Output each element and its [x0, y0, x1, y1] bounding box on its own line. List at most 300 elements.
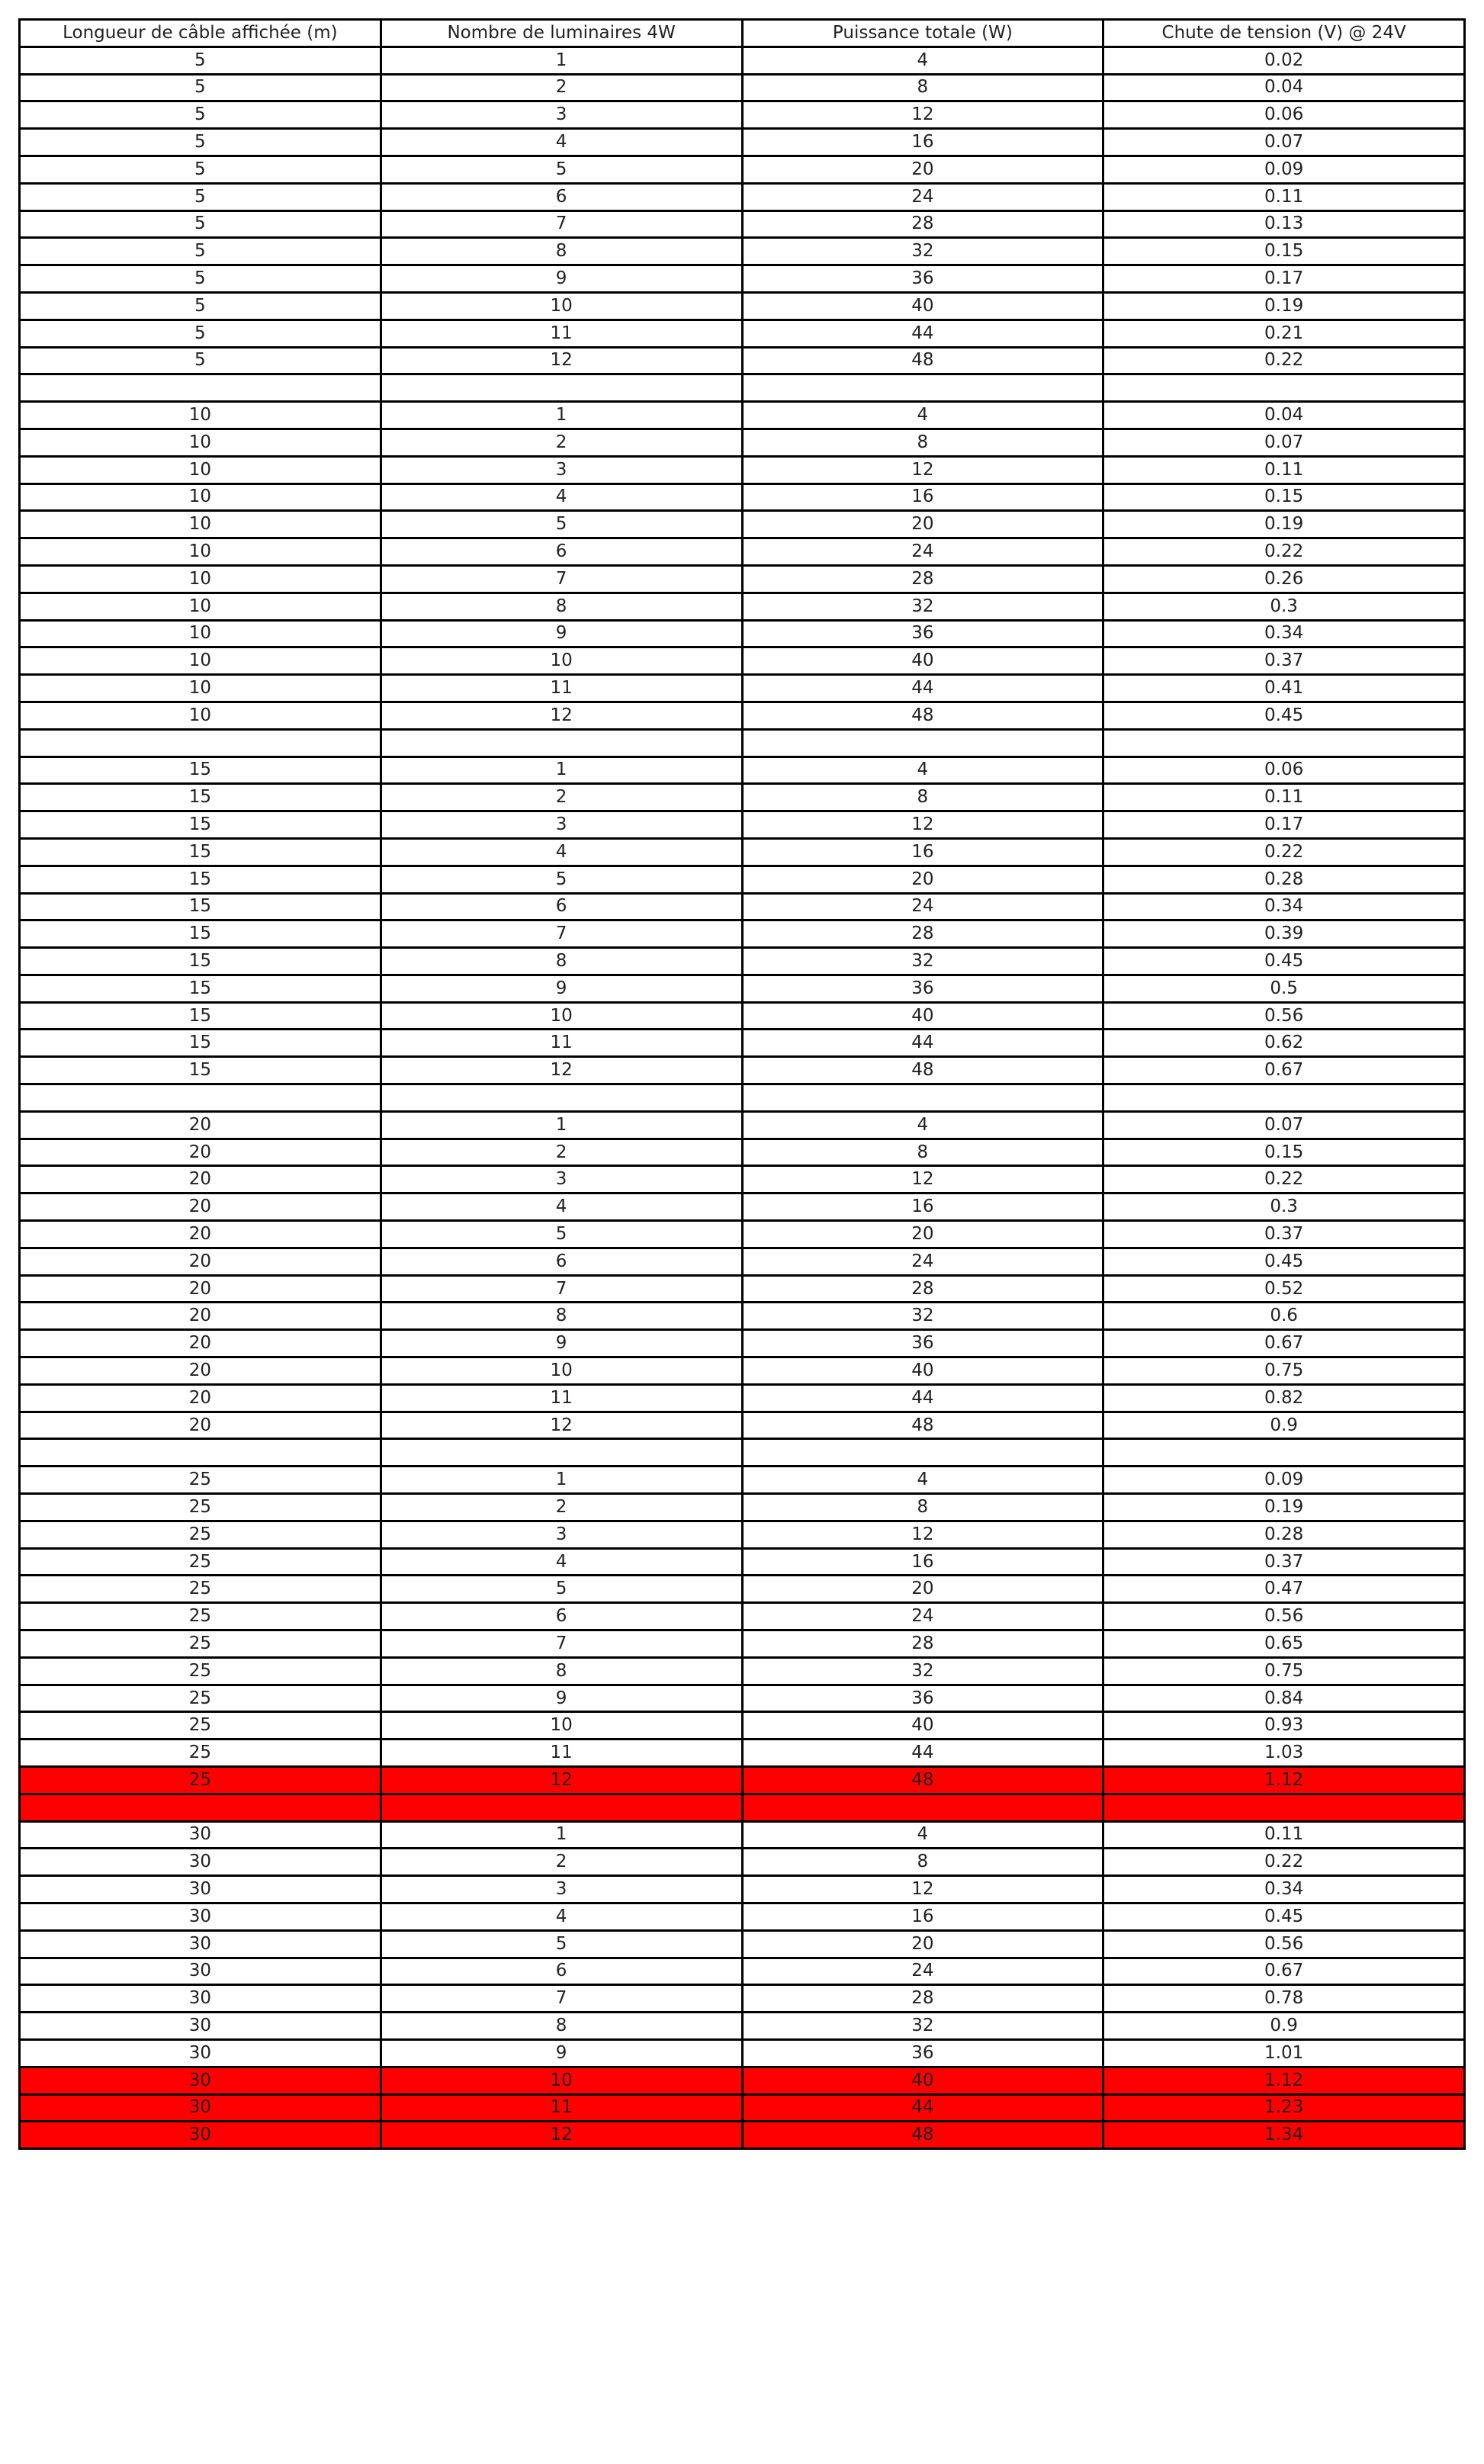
cell-total-power: 40 — [742, 1002, 1103, 1030]
cell-cable-length: 30 — [20, 2094, 381, 2122]
cell-luminaire-count: 12 — [381, 1767, 742, 1794]
cell-luminaire-count: 6 — [381, 1958, 742, 1985]
cell-voltage-drop: 0.19 — [1103, 511, 1465, 538]
cell-cable-length: 25 — [20, 1657, 381, 1685]
cell-luminaire-count: 3 — [381, 1876, 742, 1903]
cell-luminaire-count: 5 — [381, 1221, 742, 1248]
cell-cable-length: 30 — [20, 2067, 381, 2094]
table-spacer-row — [20, 1084, 1465, 1112]
table-row — [20, 1903, 1465, 1930]
cell-voltage-drop: 0.07 — [1103, 429, 1465, 456]
cell-luminaire-count: 7 — [381, 1275, 742, 1303]
cell-cable-length: 25 — [20, 1767, 381, 1794]
cell-luminaire-count: 12 — [381, 2122, 742, 2149]
cell-cable-length: 30 — [20, 1958, 381, 1985]
cell-voltage-drop: 0.11 — [1103, 784, 1465, 811]
cell-total-power: 20 — [742, 511, 1103, 538]
cell-total-power: 24 — [742, 538, 1103, 566]
cell-cable-length: 10 — [20, 620, 381, 647]
cell-total-power: 12 — [742, 456, 1103, 483]
header-total-power: Puissance totale (W) — [742, 20, 1103, 47]
table-spacer-row — [20, 1794, 1465, 1821]
cell-voltage-drop: 0.3 — [1103, 1193, 1465, 1221]
cell-cable-length: 5 — [20, 129, 381, 156]
cell-luminaire-count — [381, 729, 742, 757]
cell-cable-length: 5 — [20, 101, 381, 129]
cell-voltage-drop: 0.56 — [1103, 1603, 1465, 1630]
table-row — [20, 2122, 1465, 2149]
table-row — [20, 1958, 1465, 1985]
cell-cable-length: 20 — [20, 1139, 381, 1166]
cell-total-power: 8 — [742, 1849, 1103, 1876]
cell-cable-length: 20 — [20, 1248, 381, 1275]
cell-total-power: 16 — [742, 483, 1103, 511]
cell-cable-length: 25 — [20, 1630, 381, 1658]
cell-cable-length: 15 — [20, 1002, 381, 1030]
table-row — [20, 2039, 1465, 2067]
cell-total-power: 40 — [742, 647, 1103, 675]
cell-luminaire-count: 10 — [381, 2067, 742, 2094]
cell-voltage-drop: 0.19 — [1103, 1494, 1465, 1521]
cell-luminaire-count: 1 — [381, 1821, 742, 1849]
cell-cable-length: 5 — [20, 210, 381, 238]
table-row — [20, 1248, 1465, 1275]
cell-voltage-drop: 0.5 — [1103, 975, 1465, 1002]
cell-cable-length: 10 — [20, 402, 381, 429]
cell-voltage-drop: 0.62 — [1103, 1030, 1465, 1057]
cell-total-power: 44 — [742, 1740, 1103, 1767]
cell-total-power: 4 — [742, 47, 1103, 74]
table-row — [20, 1275, 1465, 1303]
table-row — [20, 1330, 1465, 1357]
cell-total-power: 32 — [742, 593, 1103, 620]
table-row — [20, 675, 1465, 702]
cell-total-power — [742, 1084, 1103, 1112]
cell-voltage-drop: 0.22 — [1103, 347, 1465, 374]
cell-voltage-drop — [1103, 1439, 1465, 1467]
cell-total-power: 24 — [742, 1958, 1103, 1985]
cell-voltage-drop: 0.11 — [1103, 1821, 1465, 1849]
cell-voltage-drop: 0.75 — [1103, 1657, 1465, 1685]
cell-cable-length: 30 — [20, 2013, 381, 2040]
cell-luminaire-count: 4 — [381, 129, 742, 156]
cell-luminaire-count: 3 — [381, 1166, 742, 1193]
cell-total-power: 12 — [742, 1521, 1103, 1548]
cell-voltage-drop: 0.15 — [1103, 483, 1465, 511]
cell-cable-length: 25 — [20, 1712, 381, 1740]
table-row — [20, 1849, 1465, 1876]
cell-total-power: 20 — [742, 1930, 1103, 1958]
table-header-row — [20, 20, 1465, 47]
cell-luminaire-count: 6 — [381, 893, 742, 920]
table-row — [20, 838, 1465, 866]
cell-cable-length: 25 — [20, 1740, 381, 1767]
cell-voltage-drop: 0.45 — [1103, 1903, 1465, 1930]
table-row — [20, 129, 1465, 156]
cell-total-power: 28 — [742, 920, 1103, 948]
cell-total-power: 4 — [742, 1111, 1103, 1139]
cell-voltage-drop: 0.6 — [1103, 1303, 1465, 1330]
cell-cable-length — [20, 374, 381, 402]
cell-voltage-drop: 0.56 — [1103, 1930, 1465, 1958]
cell-total-power: 44 — [742, 1384, 1103, 1412]
cell-voltage-drop: 0.17 — [1103, 265, 1465, 293]
cell-cable-length: 15 — [20, 948, 381, 975]
table-spacer-row — [20, 374, 1465, 402]
cell-cable-length: 15 — [20, 811, 381, 839]
cell-luminaire-count: 3 — [381, 101, 742, 129]
cell-voltage-drop: 0.75 — [1103, 1357, 1465, 1385]
cell-total-power: 20 — [742, 866, 1103, 893]
cell-luminaire-count: 9 — [381, 2039, 742, 2067]
cell-voltage-drop: 0.22 — [1103, 1166, 1465, 1193]
cell-cable-length: 15 — [20, 893, 381, 920]
cell-total-power: 44 — [742, 2094, 1103, 2122]
cell-total-power: 36 — [742, 1685, 1103, 1712]
cell-cable-length — [20, 1084, 381, 1112]
cell-luminaire-count: 12 — [381, 347, 742, 374]
cell-cable-length: 20 — [20, 1357, 381, 1385]
cell-voltage-drop — [1103, 1084, 1465, 1112]
cell-cable-length: 25 — [20, 1685, 381, 1712]
cell-luminaire-count: 12 — [381, 1057, 742, 1084]
cell-voltage-drop: 0.3 — [1103, 593, 1465, 620]
cell-luminaire-count: 5 — [381, 156, 742, 183]
cell-voltage-drop: 0.9 — [1103, 2013, 1465, 2040]
cell-luminaire-count: 3 — [381, 811, 742, 839]
cell-luminaire-count: 6 — [381, 1603, 742, 1630]
table-row — [20, 210, 1465, 238]
cell-cable-length: 10 — [20, 702, 381, 729]
cell-cable-length: 30 — [20, 1930, 381, 1958]
cell-cable-length: 15 — [20, 1057, 381, 1084]
cell-cable-length: 30 — [20, 2039, 381, 2067]
cell-luminaire-count: 9 — [381, 1330, 742, 1357]
cell-cable-length: 25 — [20, 1603, 381, 1630]
table-row — [20, 2013, 1465, 2040]
table-body — [20, 47, 1465, 2148]
cell-voltage-drop: 0.15 — [1103, 238, 1465, 265]
cell-voltage-drop: 0.34 — [1103, 893, 1465, 920]
cell-voltage-drop: 0.26 — [1103, 565, 1465, 593]
cell-voltage-drop: 0.13 — [1103, 210, 1465, 238]
cell-cable-length: 20 — [20, 1330, 381, 1357]
table-row — [20, 1030, 1465, 1057]
cell-total-power: 48 — [742, 347, 1103, 374]
table-row — [20, 647, 1465, 675]
cell-total-power: 24 — [742, 893, 1103, 920]
table-row — [20, 347, 1465, 374]
cell-luminaire-count: 7 — [381, 210, 742, 238]
cell-cable-length: 15 — [20, 784, 381, 811]
cell-voltage-drop: 0.04 — [1103, 402, 1465, 429]
cell-total-power: 32 — [742, 238, 1103, 265]
cell-voltage-drop: 0.04 — [1103, 74, 1465, 101]
table-row — [20, 1111, 1465, 1139]
cell-voltage-drop: 0.07 — [1103, 1111, 1465, 1139]
cell-total-power: 12 — [742, 101, 1103, 129]
cell-total-power: 16 — [742, 129, 1103, 156]
cell-cable-length: 10 — [20, 429, 381, 456]
cell-luminaire-count: 8 — [381, 1657, 742, 1685]
cell-voltage-drop: 0.67 — [1103, 1958, 1465, 1985]
cell-cable-length: 30 — [20, 2122, 381, 2149]
cell-total-power: 36 — [742, 1330, 1103, 1357]
table-row — [20, 1630, 1465, 1658]
cell-cable-length: 20 — [20, 1221, 381, 1248]
cell-voltage-drop — [1103, 1794, 1465, 1821]
table-row — [20, 1057, 1465, 1084]
cell-total-power: 4 — [742, 757, 1103, 784]
table-row — [20, 1221, 1465, 1248]
cell-luminaire-count: 11 — [381, 1384, 742, 1412]
cell-voltage-drop: 0.19 — [1103, 292, 1465, 320]
cell-luminaire-count: 2 — [381, 429, 742, 456]
table-row — [20, 1521, 1465, 1548]
table-row — [20, 483, 1465, 511]
cell-voltage-drop: 0.21 — [1103, 320, 1465, 347]
cell-total-power — [742, 729, 1103, 757]
cell-total-power: 20 — [742, 156, 1103, 183]
cell-total-power: 16 — [742, 838, 1103, 866]
cell-cable-length: 10 — [20, 511, 381, 538]
cell-luminaire-count: 7 — [381, 920, 742, 948]
header-voltage-drop: Chute de tension (V) @ 24V — [1103, 20, 1465, 47]
cell-luminaire-count — [381, 1084, 742, 1112]
table-row — [20, 1576, 1465, 1603]
table-row — [20, 620, 1465, 647]
cell-total-power: 40 — [742, 1712, 1103, 1740]
cell-voltage-drop: 0.17 — [1103, 811, 1465, 839]
cell-voltage-drop: 1.34 — [1103, 2122, 1465, 2149]
table-row — [20, 47, 1465, 74]
cell-luminaire-count: 8 — [381, 238, 742, 265]
table-row — [20, 1139, 1465, 1166]
cell-total-power: 36 — [742, 975, 1103, 1002]
table-row — [20, 1930, 1465, 1958]
table-row — [20, 1876, 1465, 1903]
cell-total-power: 48 — [742, 1412, 1103, 1439]
table-row — [20, 2094, 1465, 2122]
cell-total-power: 36 — [742, 265, 1103, 293]
table-row — [20, 1412, 1465, 1439]
cell-voltage-drop: 0.09 — [1103, 156, 1465, 183]
cell-voltage-drop: 1.12 — [1103, 2067, 1465, 2094]
cell-cable-length: 20 — [20, 1303, 381, 1330]
cell-cable-length: 5 — [20, 156, 381, 183]
cell-cable-length: 5 — [20, 74, 381, 101]
table-row — [20, 1548, 1465, 1576]
cell-total-power: 28 — [742, 210, 1103, 238]
table-row — [20, 1002, 1465, 1030]
cell-total-power — [742, 1439, 1103, 1467]
table-row — [20, 1985, 1465, 2013]
cell-cable-length: 15 — [20, 866, 381, 893]
cell-luminaire-count: 8 — [381, 2013, 742, 2040]
cell-voltage-drop: 0.84 — [1103, 1685, 1465, 1712]
table-row — [20, 784, 1465, 811]
cell-total-power: 40 — [742, 1357, 1103, 1385]
cell-total-power: 36 — [742, 2039, 1103, 2067]
cell-cable-length: 10 — [20, 456, 381, 483]
cell-luminaire-count: 9 — [381, 265, 742, 293]
cell-total-power: 28 — [742, 1275, 1103, 1303]
cell-luminaire-count: 10 — [381, 292, 742, 320]
cell-voltage-drop: 1.03 — [1103, 1740, 1465, 1767]
cell-luminaire-count: 7 — [381, 1985, 742, 2013]
cell-voltage-drop: 0.45 — [1103, 1248, 1465, 1275]
cell-total-power: 24 — [742, 1248, 1103, 1275]
table-row — [20, 593, 1465, 620]
cell-luminaire-count: 5 — [381, 511, 742, 538]
cell-cable-length: 15 — [20, 1030, 381, 1057]
cell-voltage-drop: 0.82 — [1103, 1384, 1465, 1412]
table-row — [20, 156, 1465, 183]
cell-luminaire-count: 5 — [381, 866, 742, 893]
cell-voltage-drop: 1.23 — [1103, 2094, 1465, 2122]
cell-total-power: 48 — [742, 702, 1103, 729]
cell-voltage-drop: 0.39 — [1103, 920, 1465, 948]
cell-luminaire-count: 2 — [381, 74, 742, 101]
cell-cable-length: 15 — [20, 920, 381, 948]
cell-cable-length: 20 — [20, 1412, 381, 1439]
cell-luminaire-count: 1 — [381, 47, 742, 74]
table-row — [20, 1740, 1465, 1767]
cell-luminaire-count: 3 — [381, 1521, 742, 1548]
cell-voltage-drop: 0.06 — [1103, 101, 1465, 129]
cell-luminaire-count: 1 — [381, 1111, 742, 1139]
cell-voltage-drop: 0.06 — [1103, 757, 1465, 784]
cell-cable-length: 5 — [20, 47, 381, 74]
voltage-drop-table — [18, 18, 1466, 2150]
table-row — [20, 74, 1465, 101]
cell-luminaire-count: 2 — [381, 784, 742, 811]
cell-total-power: 32 — [742, 948, 1103, 975]
table-row — [20, 183, 1465, 210]
cell-total-power: 20 — [742, 1576, 1103, 1603]
cell-luminaire-count: 1 — [381, 402, 742, 429]
table-row — [20, 511, 1465, 538]
cell-voltage-drop: 0.45 — [1103, 702, 1465, 729]
cell-voltage-drop: 0.15 — [1103, 1139, 1465, 1166]
table-row — [20, 975, 1465, 1002]
cell-voltage-drop: 0.47 — [1103, 1576, 1465, 1603]
cell-voltage-drop: 0.67 — [1103, 1057, 1465, 1084]
table-row — [20, 1821, 1465, 1849]
cell-luminaire-count: 2 — [381, 1139, 742, 1166]
cell-voltage-drop: 0.07 — [1103, 129, 1465, 156]
table-row — [20, 292, 1465, 320]
cell-cable-length: 10 — [20, 675, 381, 702]
cell-voltage-drop: 0.45 — [1103, 948, 1465, 975]
table-row — [20, 402, 1465, 429]
cell-luminaire-count: 2 — [381, 1849, 742, 1876]
table-row — [20, 456, 1465, 483]
cell-cable-length: 30 — [20, 1985, 381, 2013]
cell-total-power: 4 — [742, 402, 1103, 429]
cell-luminaire-count: 3 — [381, 456, 742, 483]
table-row — [20, 811, 1465, 839]
cell-total-power: 16 — [742, 1193, 1103, 1221]
cell-cable-length: 25 — [20, 1494, 381, 1521]
cell-total-power: 44 — [742, 1030, 1103, 1057]
cell-luminaire-count: 12 — [381, 1412, 742, 1439]
cell-cable-length — [20, 1794, 381, 1821]
cell-cable-length: 20 — [20, 1111, 381, 1139]
cell-total-power: 8 — [742, 429, 1103, 456]
cell-total-power: 4 — [742, 1467, 1103, 1494]
cell-voltage-drop — [1103, 374, 1465, 402]
cell-cable-length: 20 — [20, 1166, 381, 1193]
table-row — [20, 1193, 1465, 1221]
cell-luminaire-count: 7 — [381, 1630, 742, 1658]
table-row — [20, 1767, 1465, 1794]
cell-luminaire-count: 9 — [381, 975, 742, 1002]
cell-cable-length: 10 — [20, 483, 381, 511]
cell-cable-length: 20 — [20, 1384, 381, 1412]
cell-cable-length: 10 — [20, 647, 381, 675]
cell-luminaire-count: 10 — [381, 1002, 742, 1030]
cell-voltage-drop: 0.34 — [1103, 620, 1465, 647]
cell-total-power: 48 — [742, 1057, 1103, 1084]
header-luminaire-count: Nombre de luminaires 4W — [381, 20, 742, 47]
table-row — [20, 265, 1465, 293]
table-row — [20, 948, 1465, 975]
cell-luminaire-count: 4 — [381, 838, 742, 866]
table-row — [20, 866, 1465, 893]
table-row — [20, 101, 1465, 129]
cell-luminaire-count: 11 — [381, 1030, 742, 1057]
cell-cable-length: 15 — [20, 757, 381, 784]
cell-voltage-drop: 0.28 — [1103, 866, 1465, 893]
cell-luminaire-count: 4 — [381, 483, 742, 511]
cell-total-power: 16 — [742, 1903, 1103, 1930]
cell-cable-length — [20, 1439, 381, 1467]
cell-cable-length: 5 — [20, 347, 381, 374]
cell-total-power: 12 — [742, 811, 1103, 839]
cell-total-power: 28 — [742, 565, 1103, 593]
cell-luminaire-count — [381, 1794, 742, 1821]
cell-total-power: 36 — [742, 620, 1103, 647]
cell-total-power: 32 — [742, 1657, 1103, 1685]
cell-voltage-drop: 0.52 — [1103, 1275, 1465, 1303]
cell-voltage-drop: 0.28 — [1103, 1521, 1465, 1548]
table-row — [20, 1384, 1465, 1412]
cell-cable-length: 25 — [20, 1576, 381, 1603]
cell-luminaire-count: 4 — [381, 1903, 742, 1930]
cell-cable-length: 5 — [20, 183, 381, 210]
cell-voltage-drop: 0.41 — [1103, 675, 1465, 702]
table-spacer-row — [20, 729, 1465, 757]
cell-luminaire-count: 10 — [381, 1357, 742, 1385]
cell-voltage-drop: 0.37 — [1103, 1548, 1465, 1576]
cell-total-power: 8 — [742, 784, 1103, 811]
cell-cable-length: 25 — [20, 1521, 381, 1548]
cell-total-power — [742, 374, 1103, 402]
table-row — [20, 1467, 1465, 1494]
cell-voltage-drop — [1103, 729, 1465, 757]
cell-luminaire-count: 1 — [381, 1467, 742, 1494]
cell-total-power: 24 — [742, 183, 1103, 210]
cell-total-power: 48 — [742, 2122, 1103, 2149]
cell-voltage-drop: 0.22 — [1103, 1849, 1465, 1876]
table-spacer-row — [20, 1439, 1465, 1467]
cell-luminaire-count: 2 — [381, 1494, 742, 1521]
cell-total-power: 8 — [742, 74, 1103, 101]
table-row — [20, 920, 1465, 948]
cell-voltage-drop: 0.93 — [1103, 1712, 1465, 1740]
cell-cable-length: 10 — [20, 565, 381, 593]
